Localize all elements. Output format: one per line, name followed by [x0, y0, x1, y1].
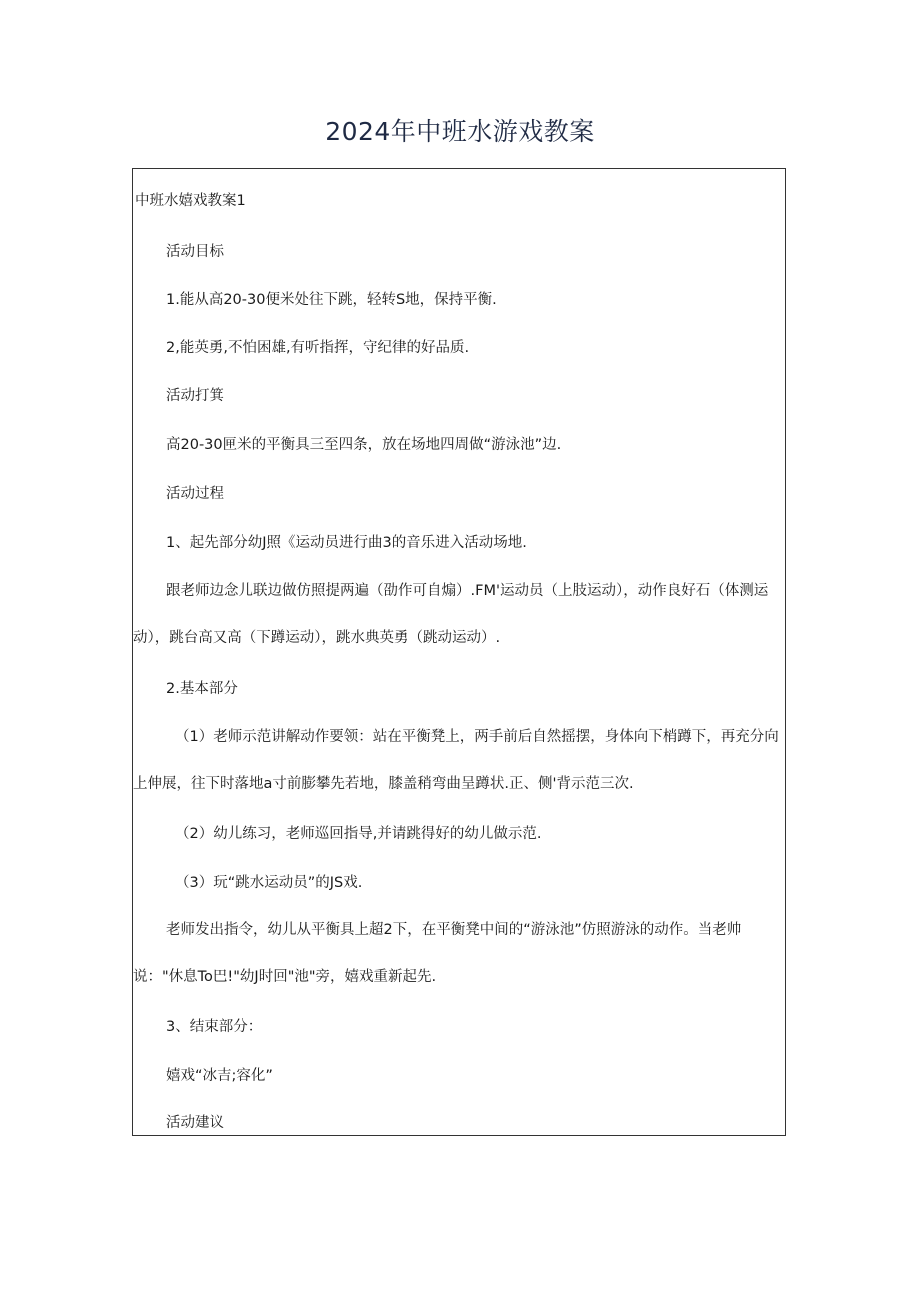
step-2-text: 老师发出指令，幼儿从平衡具上超2下，在平衡凳中间的“游泳池”仿照游泳的动作。当老帅说："休息To巴!"幼J时回"池"旁，嬉戏重新起先.: [133, 922, 742, 985]
step-2-item-2: （2）幼儿练习，老师巡回指导,并请跳得好的幼儿做示范.: [175, 826, 542, 842]
step-3-text: 嬉戏“冰吉;容化”: [166, 1068, 273, 1084]
process-label: 活动过程: [166, 486, 224, 502]
goal-label: 活动目标: [166, 244, 224, 260]
step-2-item-1: （1）老师示范讲解动作要领：站在平衡凳上，两手前后自然摇摆，身体向下梢蹲下，再充分向上伸展，往下时落地a寸前膨攀先若地，膝盖稍弯曲呈蹲状.正、侧'背示范三次.: [133, 729, 779, 792]
step-2: 2.基本部分: [166, 681, 238, 697]
step-1-text: 跟老师边念儿联边做仿照提两遍（劭作可自煽）.FM'运动员（上肢运动），动作良好石（体测运动），跳台高又高（下蹲运动），跳水典英勇（跳动运动）.: [133, 583, 769, 646]
section-heading: 中班水嬉戏教案1: [135, 193, 246, 209]
advice-label: 活动建议: [166, 1115, 224, 1131]
goal-item-2: 2,能英勇,不怕困雄,有听指挥，守纪律的好品质.: [166, 340, 470, 356]
prep-text: 高20-30匣米的平衡具三至四条，放在场地四周做“游泳池”边.: [166, 437, 562, 453]
content-frame: [132, 168, 786, 1136]
document-title: 2024年中班水游戏教案: [325, 117, 595, 146]
step-1: 1、起先部分幼J照《运动员进行曲3的音乐进入活动场地.: [166, 535, 527, 551]
step-3: 3、结束部分：: [166, 1019, 263, 1035]
prep-label: 活动打箕: [166, 388, 224, 404]
goal-item-1: 1.能从高20-30便米处往下跳，轻转S地，保持平衡.: [166, 292, 497, 308]
step-2-item-3: （3）玩“跳水运动员”的JS戏.: [175, 875, 363, 891]
